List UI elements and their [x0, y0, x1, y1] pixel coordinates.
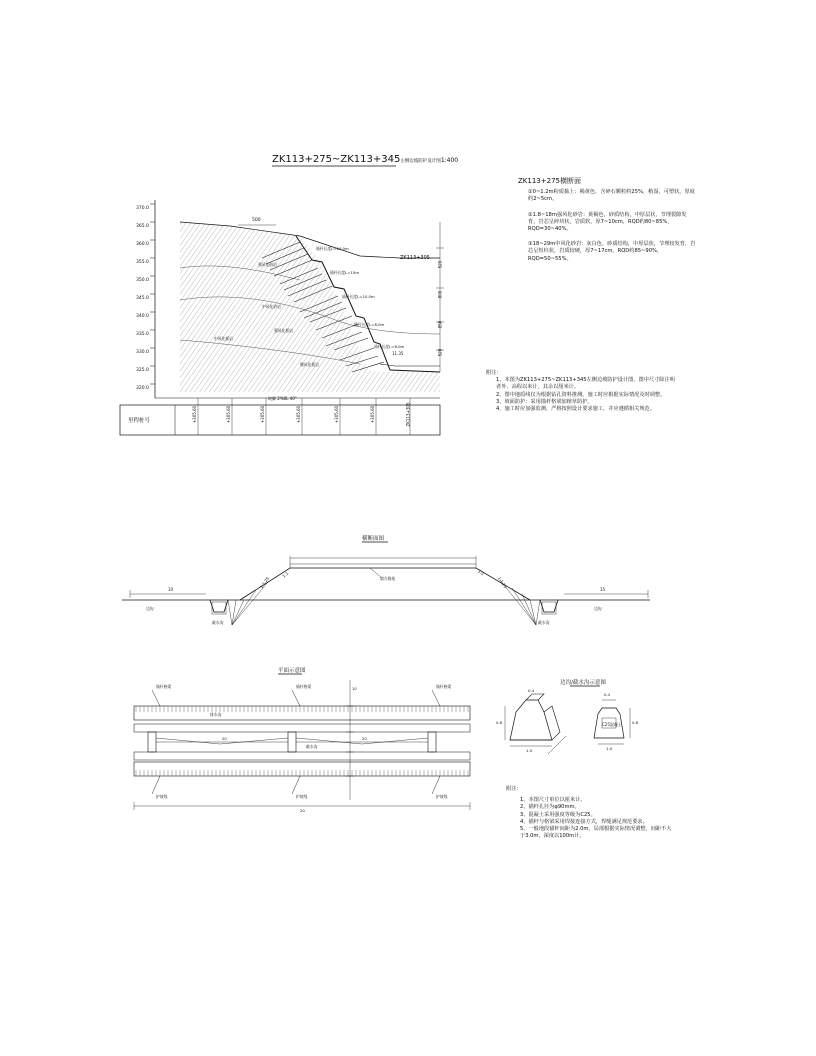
elevation-label: 360.0 — [136, 242, 149, 247]
anchor-length-1: 锚杆长度L=10.0m — [316, 246, 349, 251]
detail-dim-4: 0.4 — [604, 692, 611, 697]
cross-label-intercept-right: 截水沟 — [538, 620, 550, 625]
cross-dim-left: 10 — [168, 587, 174, 592]
cross-label-ditch-left: 边沟 — [146, 606, 154, 611]
cross-dim-right: 15 — [600, 587, 606, 592]
elevation-label: 325.0 — [136, 368, 149, 373]
note-item: 2、图中地质线仅为根据钻孔资料推测，施工时应根据实际情况及时调整。 — [496, 391, 666, 398]
plan-label-8: 护坡线 — [436, 794, 448, 799]
rock-label-2: 中风化砂岩 — [262, 304, 281, 309]
anchor-length-3: 锚杆长度L=10.0m — [342, 294, 375, 299]
bottom-label: 坡脚 2%0L 40° — [268, 396, 297, 401]
note-item: 1、本图尺寸单位以厘米计。 — [520, 797, 586, 804]
plan-label-6: 护坡线 — [156, 794, 168, 799]
detail-dim-2: 0.6 — [496, 720, 503, 725]
detail-notes — [506, 786, 676, 840]
note-item: 2、锚杆孔径为φ90mm。 — [520, 804, 580, 811]
elevation-label: 345.0 — [136, 296, 149, 301]
section-title: ZK113+275~ZK113+345左侧边坡防护设计图1:400 — [272, 154, 459, 165]
slope-ratio: 11.35 — [392, 351, 404, 356]
dim-right-2: 800 — [437, 290, 443, 299]
detail-title: 边沟/截水沟示意图 — [560, 680, 606, 686]
elevation-label: 365.0 — [136, 224, 149, 229]
geology-heading: ZK113+275横断面 — [518, 177, 581, 185]
station-label: +305.60 — [370, 405, 376, 424]
elevation-label: 370.0 — [136, 206, 149, 211]
dim-right-4: 520 — [437, 348, 443, 357]
geology-item: ①0~1.2m粉质黏土：褐黄色，含碎石颗粒约25%，稍湿，可塑状，厚度约2~5cm。 — [528, 189, 695, 203]
anchor-length-4: 锚杆长度L=8.0m — [354, 322, 385, 327]
geology-item: ②1.8~18m强风化砂岩：黄褐色，砂质结构，中厚层状，节理裂隙发育，岩芯呈碎块状，岩质软，厚7~10cm，RQD约80~85%，RQD=30~40%。 — [528, 211, 687, 233]
plan-label-5: 截水沟 — [306, 744, 318, 749]
dim-right-3: 850 — [437, 320, 443, 329]
detail-dim-3: 1.0 — [526, 748, 533, 753]
cross-dim-slope2: 1:1.25 — [258, 575, 271, 590]
station-label: +305.60 — [192, 405, 198, 424]
cross-label-ditch-right: 边沟 — [594, 606, 602, 611]
plan-label-2: 锚杆格梁 — [296, 684, 312, 689]
note-item: 3、坡面防护：采用锚杆格梁加植草防护。 — [496, 398, 593, 405]
note-item: 3、混凝土采用强度等级为C25。 — [520, 811, 596, 818]
station-label: +305.60 — [260, 405, 266, 424]
station-label: +305.60 — [334, 405, 340, 424]
cross-dim-slope3: 1:1.25 — [496, 575, 509, 590]
right-station-label: ZK113+305 — [400, 255, 430, 261]
notes-heading: 附注： — [486, 370, 502, 376]
note-item: 5、一般地段锚杆间距为2.0m，局部根据实际情况调整，间距不大于3.0m，深度以100m计。 — [520, 826, 672, 840]
station-label: ZK113+305 — [405, 402, 411, 427]
elevation-label: 355.0 — [136, 260, 149, 265]
cross-title: 横断面图 — [362, 536, 385, 542]
rock-label-1: 强风化砂岩 — [258, 262, 277, 267]
slope-section — [120, 166, 444, 435]
cross-label-fill: 填方路基 — [380, 576, 396, 581]
elevation-label: 330.0 — [136, 350, 149, 355]
station-label: +305.60 — [226, 405, 232, 424]
detail-dim-1: 0.4 — [528, 688, 535, 693]
ditch-detail — [505, 686, 630, 754]
elevation-labels — [136, 200, 149, 398]
detail-label: C25混凝土 — [602, 722, 622, 727]
cross-dim-slope4: 1:1 — [477, 568, 486, 577]
elevation-label: 335.0 — [136, 332, 149, 337]
plan-label-3: 锚杆格梁 — [436, 684, 452, 689]
note-item: 4、施工时应加强监测，严格按照设计要求施工，并应遵循相关规范。 — [496, 406, 655, 413]
cross-section — [122, 542, 650, 625]
plan-dim-2: 20 — [222, 736, 227, 741]
geology-notes — [518, 178, 696, 263]
elevation-label: 320.0 — [136, 386, 149, 391]
rock-label-3: 强风化板岩 — [274, 328, 293, 333]
plan-label-4: 排水沟 — [210, 712, 222, 717]
rock-label-4: 中风化板岩 — [214, 336, 233, 341]
dim-top: 500 — [252, 218, 261, 223]
anchor-length-5: 锚杆长度L=6.0m — [374, 344, 405, 349]
design-notes — [486, 370, 676, 413]
plan-dim-4: 20 — [300, 808, 305, 813]
plan-label-7: 护坡线 — [296, 794, 308, 799]
elevation-label: 340.0 — [136, 314, 149, 319]
rock-label-5: 微风化板岩 — [300, 362, 319, 367]
elevation-label: 350.0 — [136, 278, 149, 283]
plan-dim-1: 10 — [352, 686, 357, 691]
note-item: 1、本图为ZK113+275~ZK113+345左侧边坡防护设计图，图中尺寸除注明者外，高程以米计，其余以厘米计。 — [496, 377, 675, 391]
dim-right-1: 520 — [437, 260, 443, 269]
plan-view — [134, 674, 470, 810]
detail-dim-5: 0.6 — [632, 720, 639, 725]
anchor-length-2: 锚杆长度L=15m — [330, 270, 360, 275]
note-item: 4、锚杆与格梁采用焊接连接方式，焊缝满足规范要求。 — [520, 818, 648, 825]
station-label: +305.60 — [296, 405, 302, 424]
plan-dim-3: 20 — [362, 736, 367, 741]
plan-label-1: 锚杆格梁 — [156, 684, 172, 689]
cross-dim-slope1: 1:1 — [281, 570, 290, 579]
geology-item: ③18~29m中风化砂岩：灰白色，砂质结构，中厚层状，节理较发育，岩芯呈短柱状，岩质较硬，厚7~17cm，RQD约85~90%，RQD=50~55%。 — [528, 241, 696, 262]
station-row-label: 里程桩号 — [128, 418, 151, 424]
cross-label-intercept-left: 截水沟 — [212, 620, 224, 625]
detail-dim-6: 1.0 — [606, 746, 613, 751]
elevation-ticks — [150, 204, 155, 384]
plan-title: 平面示意图 — [278, 668, 306, 674]
notes-heading: 附注： — [506, 786, 522, 792]
